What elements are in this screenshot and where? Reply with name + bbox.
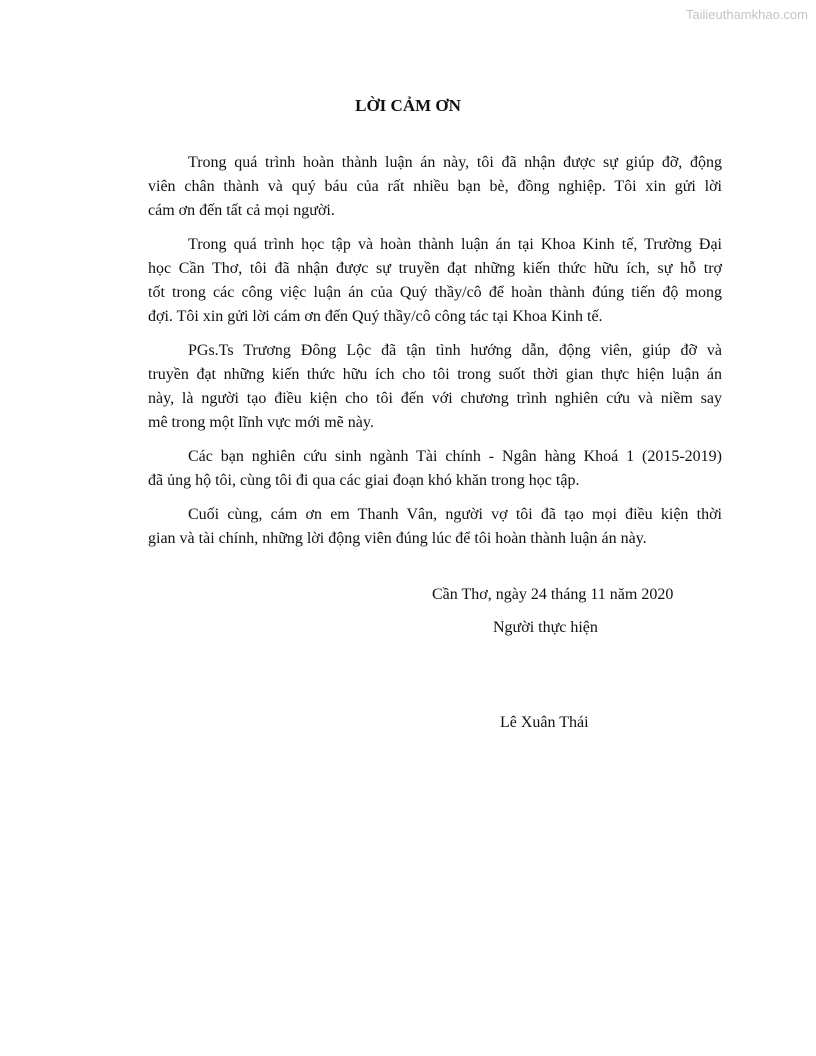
- text-line: mê trong một lĩnh vực mới mẽ này.: [148, 414, 374, 431]
- paragraph: [148, 151, 722, 223]
- signature-name: Lê Xuân Thái: [500, 714, 589, 731]
- text-line: đợi. Tôi xin gửi lời cám ơn đến Quý thầy/cô công tác tại Khoa Kinh tế.: [148, 308, 603, 325]
- paragraph: [148, 339, 722, 435]
- text-line: Trong quá trình hoàn thành luận án này, tôi đã nhận được sự giúp đỡ, động: [188, 154, 722, 171]
- page-title: LỜI CẢM ƠN: [355, 96, 461, 115]
- text-line: đã ủng hộ tôi, cùng tôi đi qua các giai đoạn khó khăn trong học tập.: [148, 472, 580, 489]
- text-line: viên chân thành và quý báu của rất nhiều bạn bè, đồng nghiệp. Tôi xin gửi lời: [148, 178, 722, 195]
- document-body: [148, 151, 722, 561]
- paragraph: [148, 233, 722, 329]
- text-line: tốt trong các công việc luận án của Quý thầy/cô để hoàn thành đúng tiến độ mong: [148, 284, 722, 301]
- text-line: gian và tài chính, những lời động viên đúng lúc để tôi hoàn thành luận án này.: [148, 530, 647, 547]
- signature-place-date: Cần Thơ, ngày 24 tháng 11 năm 2020: [432, 586, 674, 603]
- text-line: truyền đạt những kiến thức hữu ích cho tôi trong suốt thời gian thực hiện luận án: [148, 366, 722, 383]
- paragraph: [148, 503, 722, 551]
- text-line: Cuối cùng, cám ơn em Thanh Vân, người vợ tôi đã tạo mọi điều kiện thời: [188, 506, 722, 523]
- paragraph: [148, 445, 722, 493]
- text-line: cám ơn đến tất cả mọi người.: [148, 202, 335, 219]
- text-line: PGs.Ts Trương Đông Lộc đã tận tình hướng dẫn, động viên, giúp đỡ và: [188, 342, 722, 359]
- text-line: này, là người tạo điều kiện cho tôi đến với chương trình nghiên cứu và niềm say: [148, 390, 722, 407]
- text-line: học Cần Thơ, tôi đã nhận được sự truyền đạt những kiến thức hữu ích, sự hỗ trợ: [148, 260, 722, 277]
- watermark: Tailieuthamkhao.com: [685, 7, 808, 22]
- signature-role: Người thực hiện: [493, 619, 598, 636]
- text-line: Trong quá trình học tập và hoàn thành luận án tại Khoa Kinh tế, Trường Đại: [188, 236, 722, 253]
- text-line: Các bạn nghiên cứu sinh ngành Tài chính - Ngân hàng Khoá 1 (2015-2019): [188, 448, 722, 465]
